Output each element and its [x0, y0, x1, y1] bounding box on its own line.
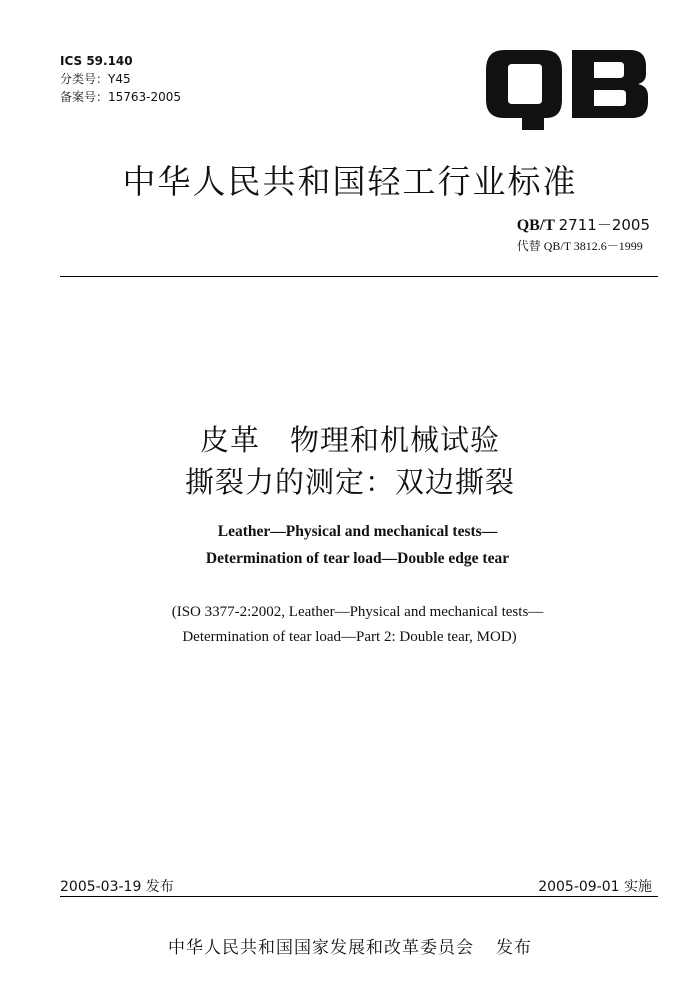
issuer-name: 中华人民共和国国家发展和改革委员会 — [168, 938, 474, 958]
issuer-action: 发布 — [496, 938, 532, 958]
title-cn-line1: 皮革 物理和机械试验 — [199, 423, 500, 457]
top-divider — [60, 276, 658, 277]
title-cn-line2: 撕裂力的测定：双边撕裂 — [184, 465, 515, 499]
iso-reference-line2: Determination of tear load—Part 2: Double tear, MOD) — [182, 629, 517, 645]
standard-prefix: QB/T — [516, 217, 555, 234]
classification-block — [60, 52, 181, 106]
ics-code: ICS 59.140 — [60, 54, 133, 68]
classification-number: 分类号：Y45 — [60, 72, 131, 86]
record-number: 备案号：15763-2005 — [60, 90, 182, 104]
title-en-line1: Leather—Physical and mechanical tests— — [217, 523, 498, 540]
issuer-line — [0, 933, 700, 958]
bottom-divider — [60, 896, 658, 897]
qb-logo — [482, 38, 650, 138]
iso-reference-line1: (ISO 3377-2:2002, Leather—Physical and mechanical tests— — [171, 604, 544, 620]
implementation-date: 2005-09-01 实施 — [538, 879, 652, 895]
industry-standard-title: 中华人民共和国轻工行业标准 — [122, 162, 578, 201]
logo-text: QB — [482, 38, 484, 39]
standard-code: 2711－2005 — [558, 216, 650, 234]
replaces-standard: 代替 QB/T 3812.6－1999 — [516, 239, 643, 253]
title-en-line2: Determination of tear load—Double edge tear — [205, 550, 510, 567]
standard-number-block — [517, 214, 650, 254]
issue-date: 2005-03-19 发布 — [60, 879, 174, 895]
standard-number — [517, 214, 650, 235]
